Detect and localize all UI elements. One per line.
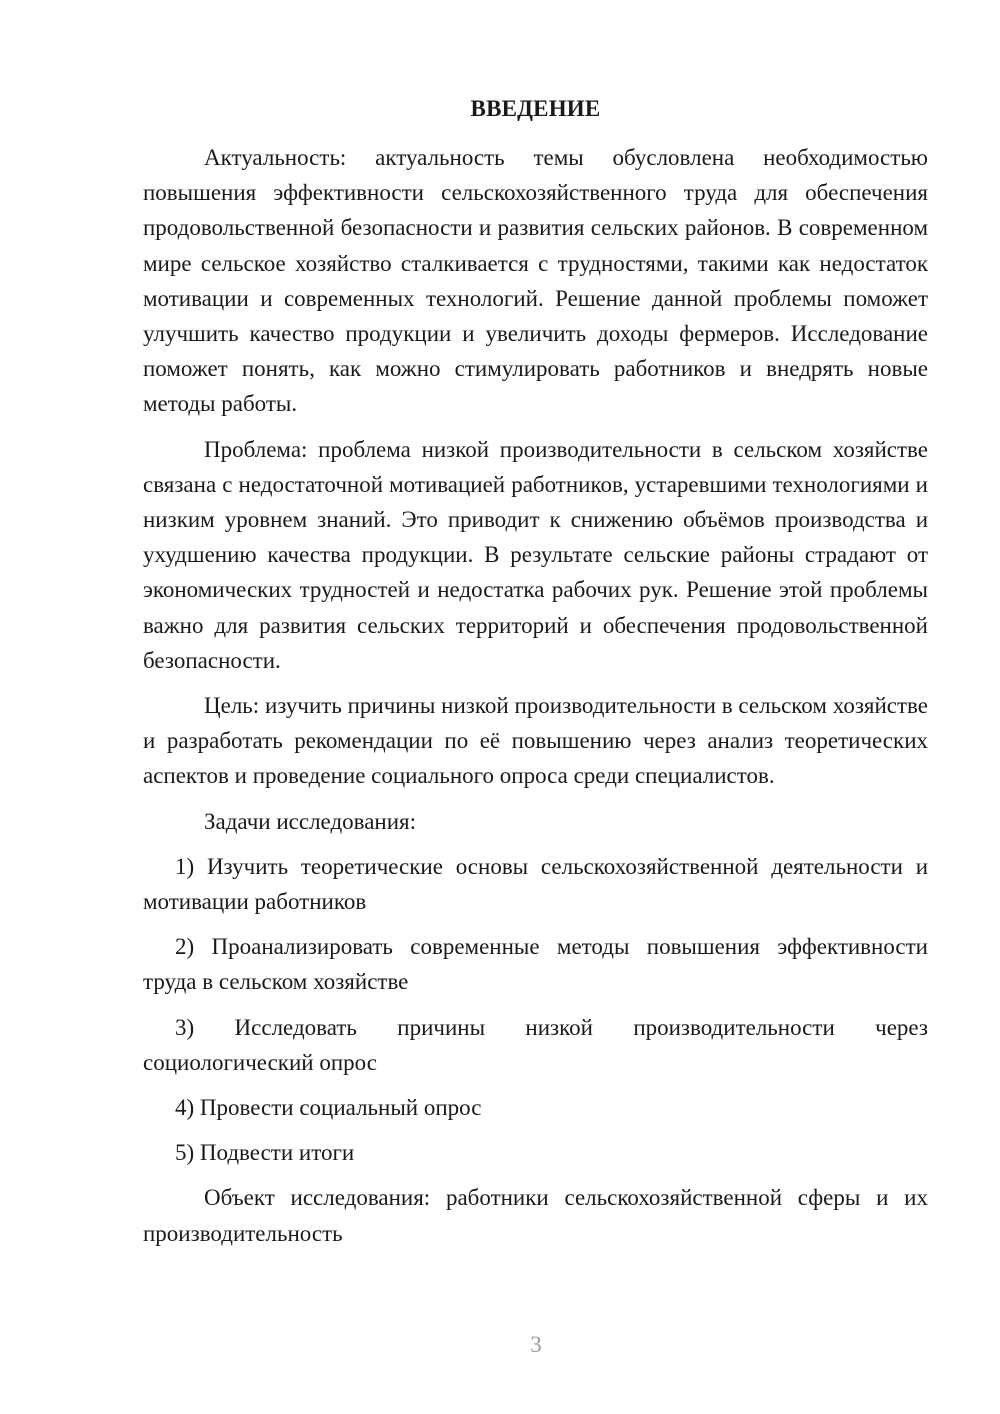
task-item-2: 2) Проанализировать современные методы повышения эффективности труда в сельском хозяйстве (143, 934, 928, 995)
task-item-4: 4) Провести социальный опрос (175, 1095, 482, 1121)
page-content (143, 94, 928, 1261)
object-paragraph: Объект исследования: работники сельскохозяйственной сферы и их производительность (143, 1185, 928, 1246)
tasks-heading: Задачи исследования: (204, 808, 417, 834)
page-number: 3 (530, 1332, 542, 1357)
relevance-paragraph: Актуальность: актуальность темы обусловлена необходимостью повышения эффективности сельскохозяйственного труда для обеспечения продовольственной безопасности и развития сельских районов. В современном мире сельское хозяйство сталкивается с трудностями, такими как недостаток мотивации и современных технологий. Решение данной проблемы поможет улучшить качество продукции и увеличить доходы фермеров. Исследование поможет понять, как можно стимулировать работников и внедрять новые методы работы. (143, 145, 928, 417)
page-title: ВВЕДЕНИЕ (470, 96, 601, 121)
task-item-5: 5) Подвести итоги (175, 1140, 355, 1166)
task-item-1: 1) Изучить теоретические основы сельскохозяйственной деятельности и мотивации работников (143, 853, 928, 915)
goal-paragraph: Цель: изучить причины низкой производительности в сельском хозяйстве и разработать рекомендации по её повышению через анализ теоретических аспектов и проведение социального опроса среди специалистов. (143, 693, 928, 789)
task-item-3: 3) Исследовать причины низкой производительности через социологический опрос (143, 1014, 928, 1075)
problem-paragraph: Проблема: проблема низкой производительности в сельском хозяйстве связана с недостаточной мотивацией работников, устаревшими технологиями и низким уровнем знаний. Это приводит к снижению объёмов производства и ухудшению качества продукции. В результате сельские районы страдают от экономических трудностей и недостатка рабочих рук. Решение этой проблемы важно для развития сельских территорий и обеспечения продовольственной безопасности. (143, 436, 928, 673)
